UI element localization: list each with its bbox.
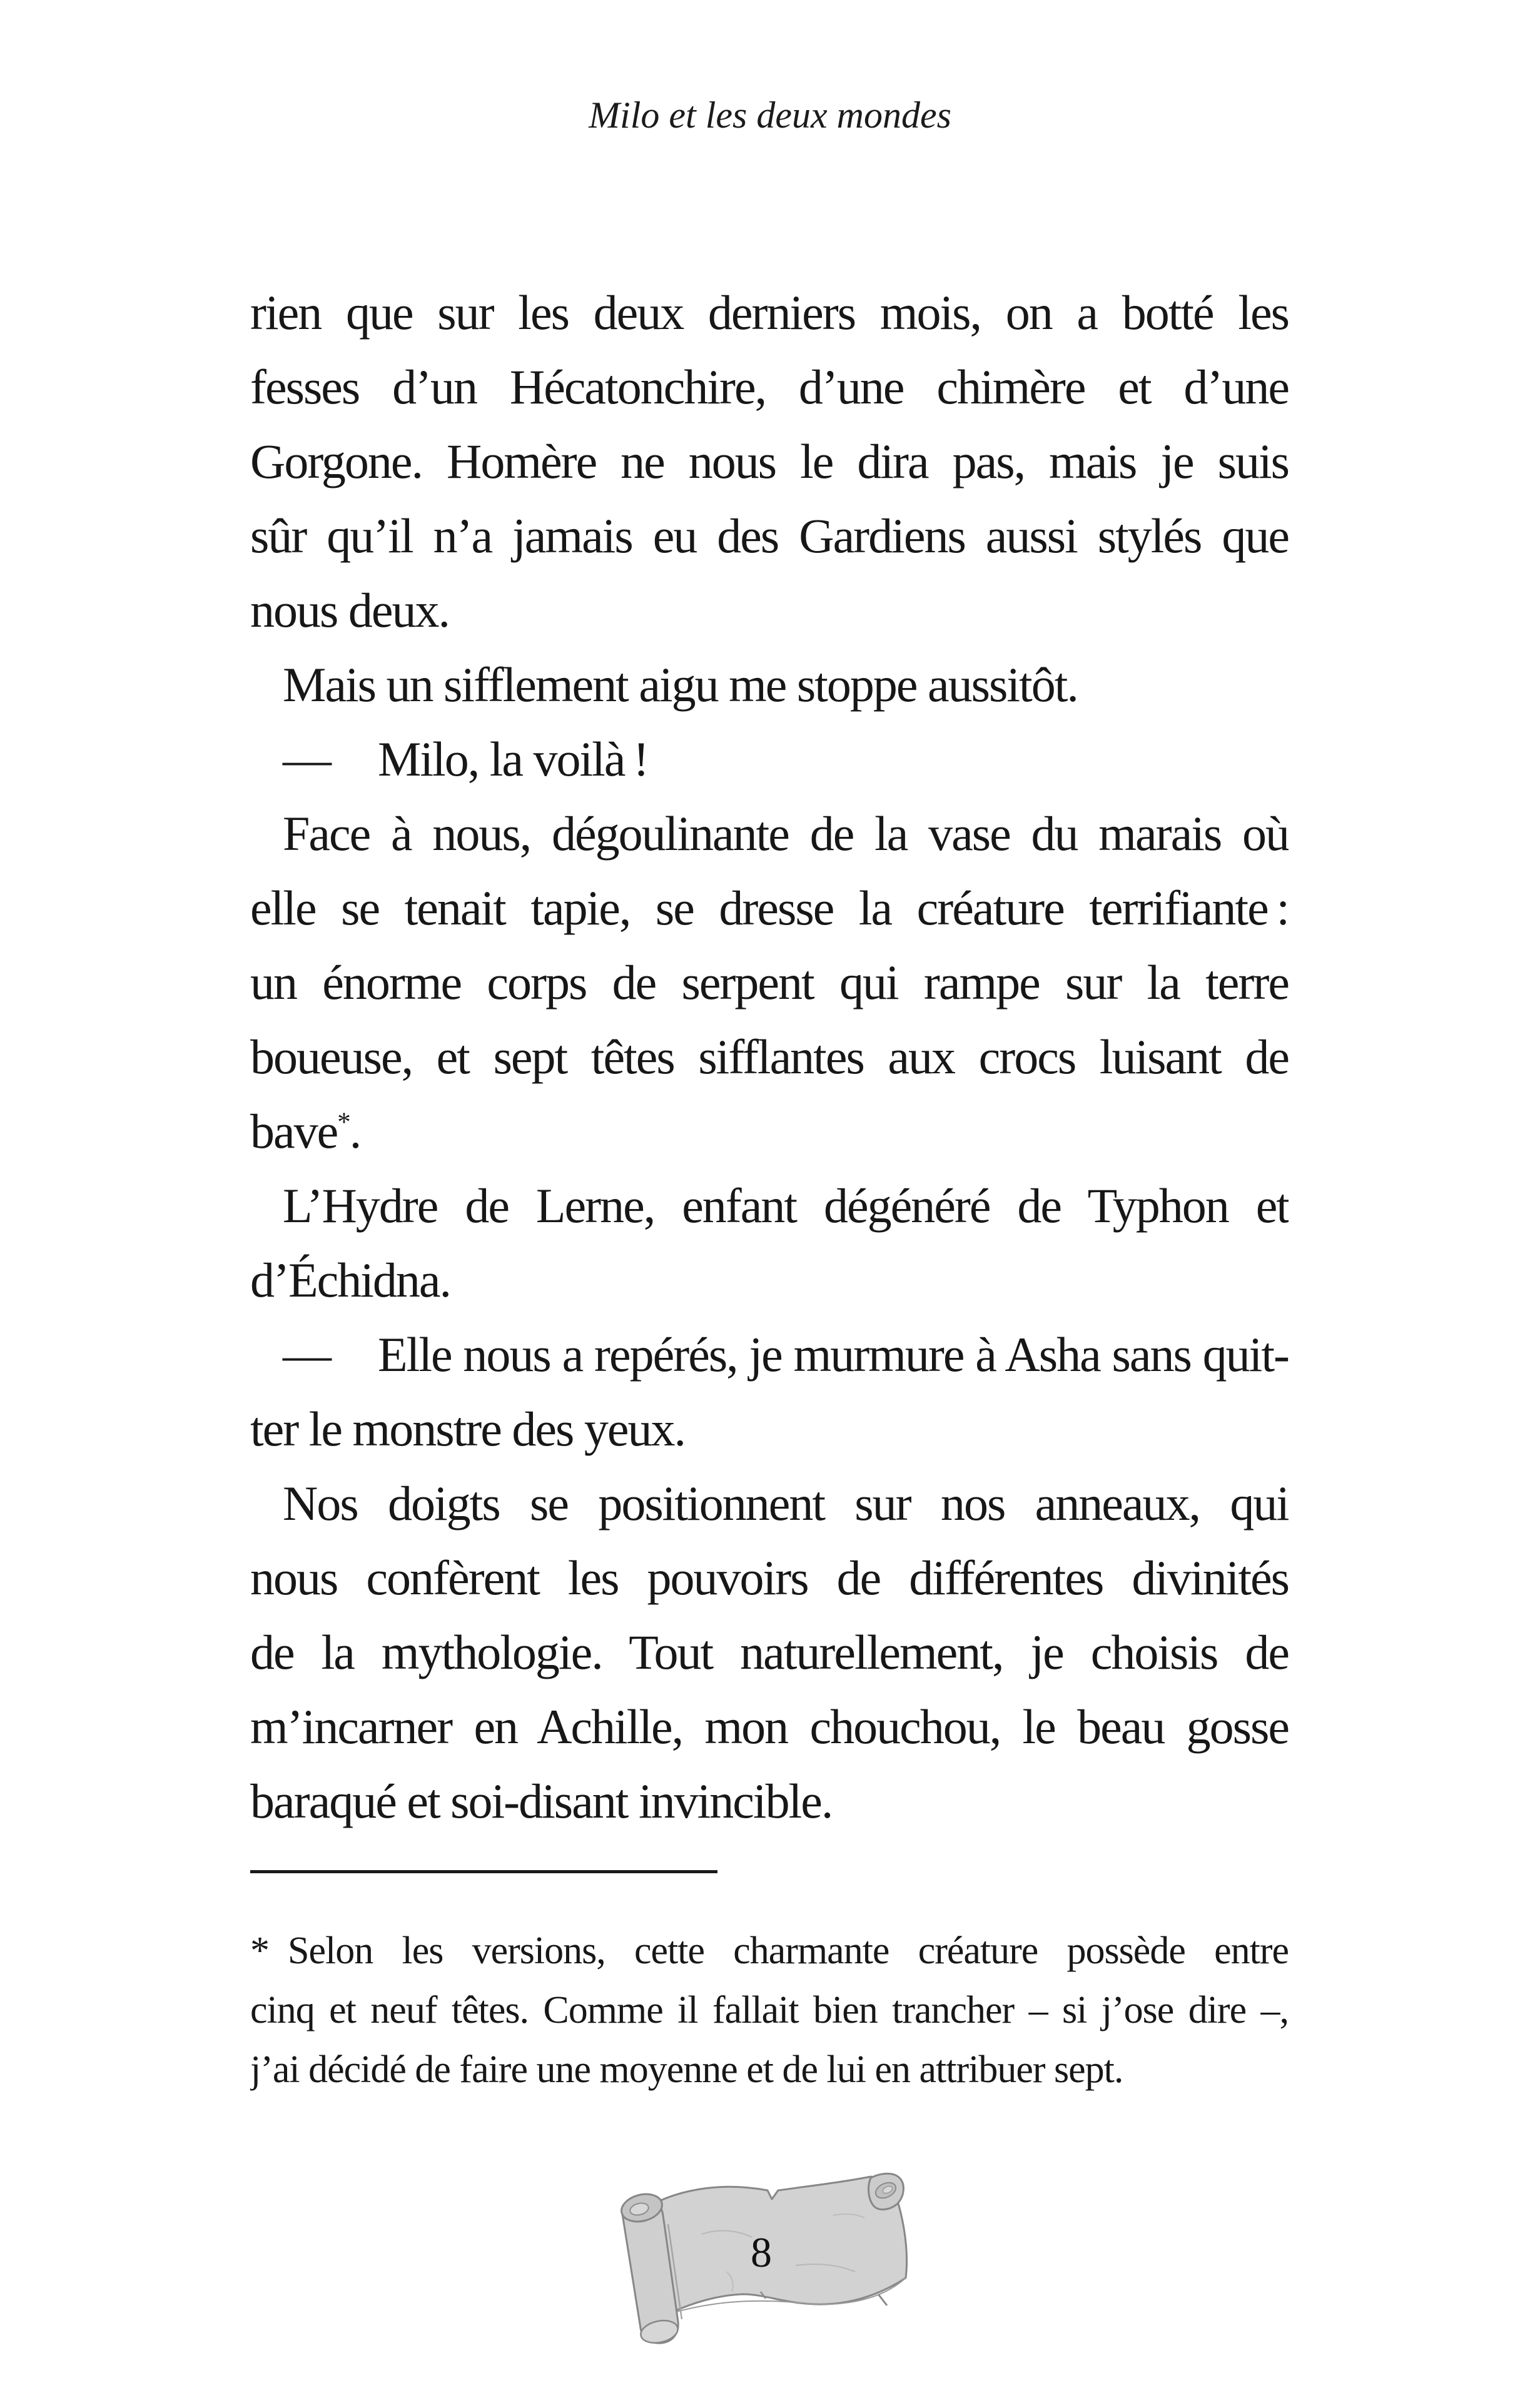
body-line: fesses d’un Hécatonchire, d’une chimère et d’une	[250, 360, 1289, 414]
body-line: Gorgone. Homère ne nous le dira pas, mais je suis	[250, 434, 1289, 488]
body-paragraph	[250, 1168, 1289, 1317]
body-line: d’Échidna.	[250, 1253, 451, 1307]
body-line: m’incarner en Achille, mon chouchou, le beau gosse	[250, 1699, 1289, 1754]
page-number: 8	[751, 2229, 772, 2276]
body-line: Nos doigts se positionnent sur nos anneaux, qui	[283, 1476, 1289, 1530]
body-line: L’Hydre de Lerne, enfant dégénéré de Typhon et	[283, 1178, 1289, 1233]
footnote-separator	[250, 1870, 717, 1873]
body-line: bave*.	[250, 1104, 361, 1158]
footnote-line: j’ai décidé de faire une moyenne et de lui en attribuer sept.	[250, 2048, 1123, 2091]
body-line: un énorme corps de serpent qui rampe sur la terre	[250, 955, 1289, 1009]
body-line: sûr qu’il n’a jamais eu des Gardiens aussi stylés que	[250, 508, 1289, 563]
body-text	[250, 275, 1289, 1838]
body-paragraph	[250, 796, 1289, 1168]
body-paragraph	[250, 1466, 1289, 1838]
footnote	[250, 1921, 1289, 2100]
body-paragraph	[250, 722, 1289, 796]
body-paragraph	[250, 1317, 1289, 1466]
body-line: nous confèrent les pouvoirs de différentes divinités	[250, 1551, 1289, 1605]
footnote-line: * Selon les versions, cette charmante créature possède entre	[250, 1930, 1289, 1972]
body-line: nous deux.	[250, 583, 449, 637]
body-line: rien que sur les deux derniers mois, on a botté les	[250, 285, 1289, 340]
footnote-line: cinq et neuf têtes. Comme il fallait bien trancher – si j’ose dire –,	[250, 1989, 1289, 2031]
body-line: elle se tenait tapie, se dresse la créature terrifiante :	[250, 881, 1289, 935]
page-number-scroll	[608, 2172, 914, 2347]
body-line: — Milo, la voilà !	[283, 732, 649, 786]
body-paragraph	[250, 275, 1289, 647]
body-line: boueuse, et sept têtes sifflantes aux crocs luisant de	[250, 1030, 1289, 1084]
body-line: — Elle nous a repérés, je murmure à Asha sans quit-	[283, 1327, 1289, 1382]
body-line: Face à nous, dégoulinante de la vase du marais où	[283, 806, 1289, 861]
footnote-paragraph	[250, 1921, 1289, 2100]
running-header: Milo et les deux mondes	[589, 94, 951, 136]
body-line: de la mythologie. Tout naturellement, je choisis de	[250, 1625, 1289, 1679]
body-line: Mais un sifflement aigu me stoppe aussitôt.	[283, 657, 1078, 712]
body-paragraph	[250, 647, 1289, 722]
body-line: baraqué et soi-disant invincible.	[250, 1774, 833, 1828]
body-line: ter le monstre des yeux.	[250, 1402, 685, 1456]
footnote-ref-marker: *	[337, 1108, 350, 1137]
